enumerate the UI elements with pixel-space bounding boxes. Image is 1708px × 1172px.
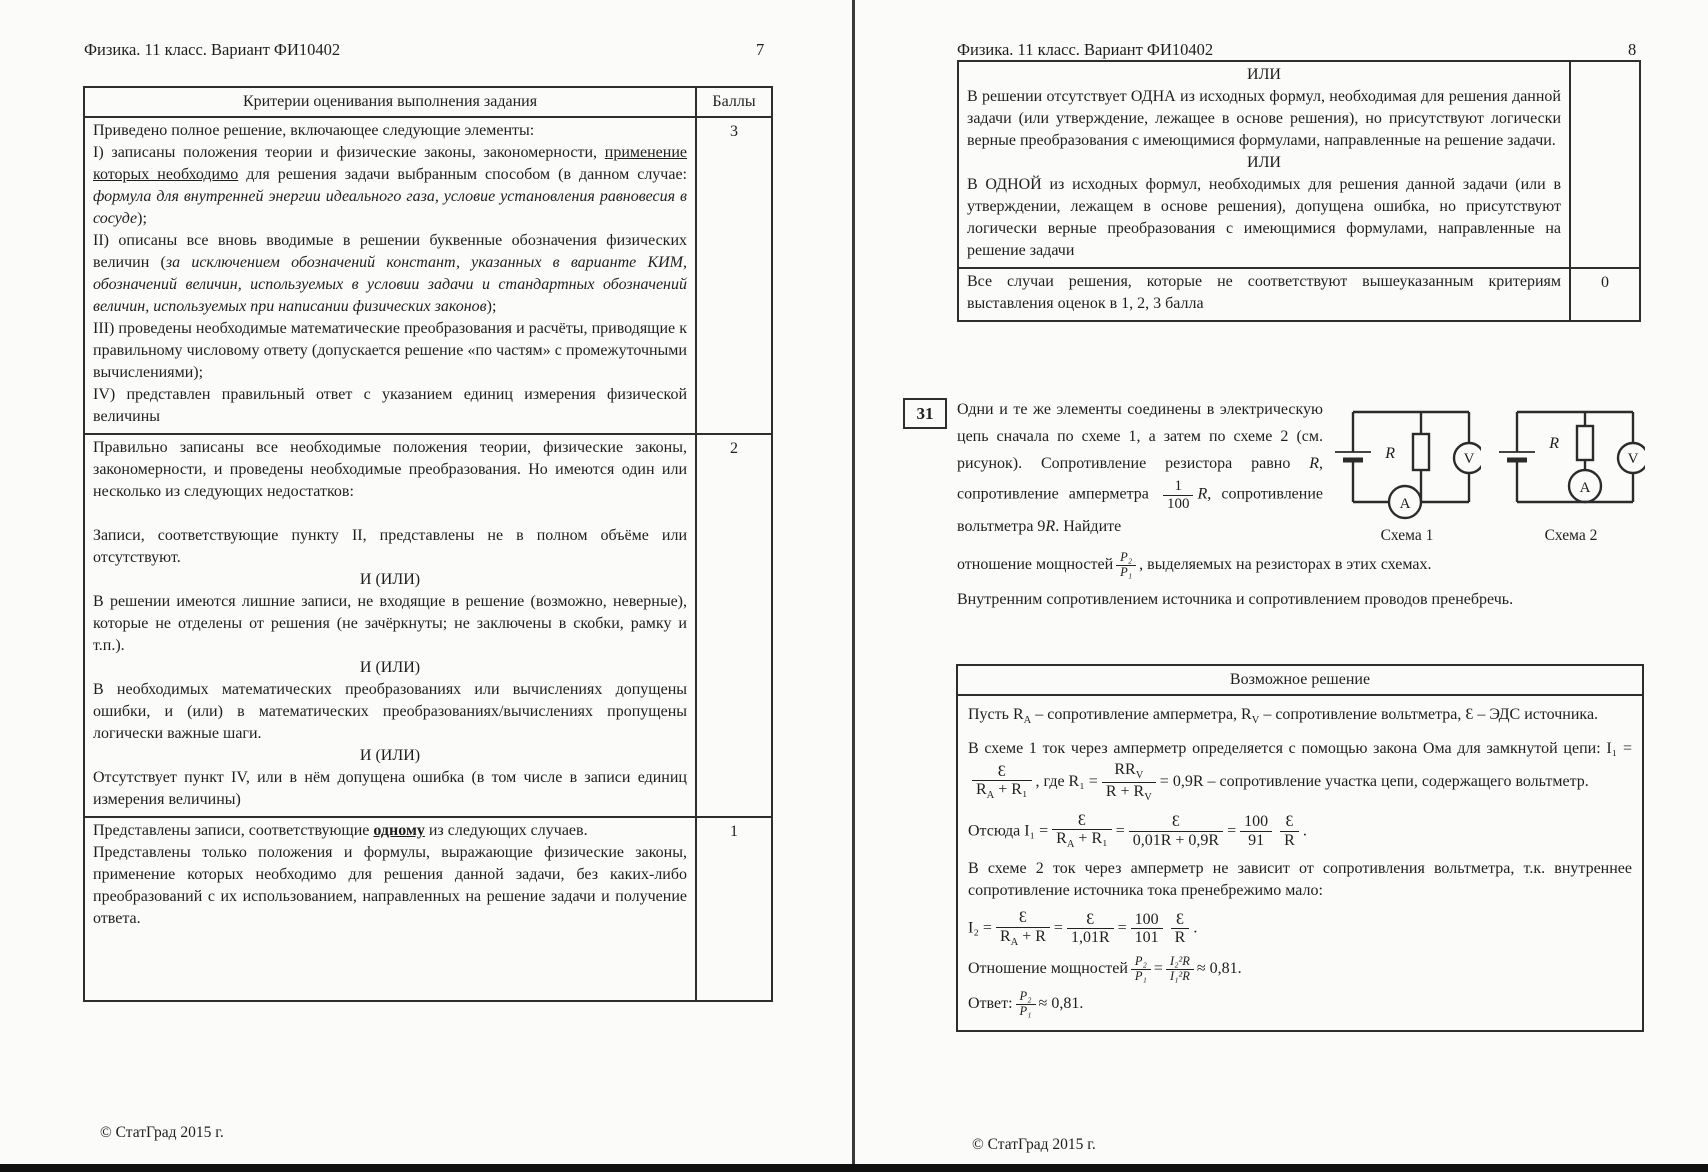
solution-paragraph: Отношение мощностей $\frac{\text{P₂}}{\text{P₁}}$ = $\frac{\text{I₂²R}}{\text{I₁²R}}$ ≈ 0,81. — [968, 954, 1242, 984]
criteria-row-2pts — [84, 434, 772, 817]
criteria-paragraph: В решении отсутствует ОДНА из исходных формул, необходимая для решения данной задачи (или утверждение, лежащее в основе решения), но присутствуют логически верные преобразования с имеющимися формулами, направленные на решение задачи. — [967, 88, 1561, 149]
battery-icon — [1499, 452, 1535, 460]
criteria-row-0pts — [958, 268, 1640, 321]
criteria-cell — [84, 817, 696, 1001]
circuit-schema-2-drawing — [1497, 396, 1645, 520]
and-or-label: И (ИЛИ) — [359, 571, 421, 588]
formula-fraction: $\frac{Ɛ}{R}$ — [1280, 813, 1299, 849]
score-cell: 1 — [696, 817, 772, 1001]
bottom-edge-bar — [0, 1164, 1708, 1172]
problem-text: отношение мощностей $\frac{\text{P₂}}{\text{P₁}}$ , выделяемых на резисторах в этих схемах. — [957, 550, 1432, 579]
formula-i1-fraction: $\frac{Ɛ}{R_A + R_1}$ — [972, 763, 1032, 802]
solution-header-row — [957, 665, 1643, 695]
criteria-paragraph: В ОДНОЙ из исходных формул, необходимых для решения данной задачи (или в утверждении, лежащем в основе решения), допущена ошибка, но присутствуют логически верные преобразования с имеющимися формулами, направленные на решение задачи — [967, 176, 1561, 259]
criteria-paragraph: Все случаи решения, которые не соответствуют вышеуказанным критериям выставления оценок в 1, 2, 3 балла — [967, 273, 1561, 312]
formula-fraction: $\frac{100}{91}$ — [1240, 813, 1272, 849]
score-cell: 0 — [1570, 268, 1640, 321]
ammeter-label: A — [1399, 496, 1411, 512]
score-cell-empty — [1570, 61, 1640, 268]
criteria-row-3pts — [84, 117, 772, 434]
formula-r1-fraction: $RR_V$ $R + R_V$ — [1102, 761, 1156, 803]
criteria-paragraph: III) проведены необходимые математические преобразования и расчёты, приводящие к правильному числовому ответу (допускается решение «по частям» с промежуточными вычислениями); — [93, 320, 687, 381]
page7-number: 7 — [756, 40, 765, 59]
power-ratio-fraction: $\frac{\text{P₂}}{\text{P₁}}$ — [1116, 551, 1136, 580]
problem-text: Одни и те же элементы соединены в электрическую цепь сначала по схеме 1, а затем по схеме 2 (см. рисунок). Сопротивление резистора равно R, сопротивление амперметра $\frac{1}{100}$ R, сопротивление вольтметра 9R. Найдите — [957, 401, 1324, 535]
solution-table — [956, 664, 1644, 1032]
criteria-header-cell: Критерии оценивания выполнения задания — [84, 87, 696, 117]
solution-body-row — [957, 695, 1643, 1031]
criteria-cell — [958, 61, 1570, 268]
formula-fraction: $\frac{Ɛ}{R_A + R_1}$ — [1052, 812, 1112, 851]
circuit-figure-2 — [1497, 396, 1645, 545]
page7-title: Физика. 11 класс. Вариант ФИ10402 — [84, 40, 341, 59]
formula-fraction: $\frac{\text{I₂²R}}{\text{I₁²R}}$ — [1166, 955, 1194, 984]
formula-i2-fraction: $\frac{Ɛ}{R_A + R}$ — [996, 909, 1050, 948]
ammeter-resistance-fraction: $\frac{1}{100}$ — [1163, 478, 1194, 512]
solution-paragraph: Пусть $R_A$ – сопротивление амперметра, $R_V$ – сопротивление вольтметра, Ɛ – ЭДС источника. — [968, 706, 1599, 727]
battery-icon — [1335, 452, 1371, 460]
criteria-cell — [84, 117, 696, 434]
criteria-paragraph: IV) представлен правильный ответ с указанием единиц измерения физической величины — [93, 386, 687, 425]
resistor-icon — [1413, 434, 1429, 470]
resistor-icon — [1577, 426, 1593, 460]
power-ratio-fraction: $\frac{\text{P₂}}{\text{P₁}}$ — [1131, 955, 1151, 984]
circuit-schema-1-drawing — [1333, 396, 1481, 520]
criteria-paragraph: Представлены записи, соответствующие одному из следующих случаев. — [93, 822, 588, 839]
criteria-paragraph: II) описаны все вновь вводимые в решении буквенные обозначения физических величин (за исключением обозначений констант, указанных в варианте КИМ, обозначений величин, используемых в условии задачи и стандартных обозначений величин, используемых при написании физических законов); — [93, 232, 687, 315]
voltmeter-label: V — [1627, 451, 1639, 467]
figure-caption-2: Схема 2 — [1544, 527, 1598, 544]
voltmeter-label: V — [1463, 451, 1475, 467]
circuit-figures — [1333, 396, 1645, 545]
solution-paragraph: I₂ = $\frac{Ɛ}{R_A + R}$ = $\frac{Ɛ}{1,01R}$ = $\frac{100}{101}$ $\frac{Ɛ}{R}$ . — [968, 908, 1198, 948]
criteria-cell — [84, 434, 696, 817]
circuit-figure-1 — [1333, 396, 1481, 545]
criteria-paragraph: Отсутствует пункт IV, или в нём допущена ошибка (в том числе в записи единиц измерения величины) — [93, 769, 687, 808]
criteria-paragraph: Приведено полное решение, включающее следующие элементы: — [93, 122, 535, 139]
criteria-cell — [958, 268, 1570, 321]
criteria-paragraph: Записи, соответствующие пункту II, представлены не в полном объёме или отсутствуют. — [93, 527, 687, 566]
page8-title: Физика. 11 класс. Вариант ФИ10402 — [957, 40, 1214, 59]
problem-statement — [957, 396, 1323, 545]
and-or-label: И (ИЛИ) — [359, 747, 421, 764]
solution-title: Возможное решение — [957, 665, 1643, 695]
page8-number: 8 — [1628, 40, 1637, 59]
page7-footer: © СтатГрад 2015 г. — [100, 1124, 224, 1141]
criteria-paragraph: I) записаны положения теории и физические законы, закономерности, применение которых необходимо для решения задачи выбранным способом (в данном случае: формула для внутренней энергии идеального газа, условие установления равновесия в сосуде); — [93, 144, 687, 227]
solution-paragraph: Отсюда I₁ = $\frac{Ɛ}{R_A + R_1}$ = $\frac{Ɛ}{0,01R + 0,9R}$ = $\frac{100}{91}$ $\frac{Ɛ}{R}$ . — [968, 811, 1307, 851]
score-cell: 3 — [696, 117, 772, 434]
solution-paragraph: В схеме 1 ток через амперметр определяется с помощью закона Ома для замкнутой цепи: I₁ = $\frac{Ɛ}{R_A + R_1}$ , где R₁ = $RR_V$ $R + R_V$ = 0,9R – сопротивление участка цепи, содержащего вольтметр. — [968, 740, 1632, 804]
criteria-paragraph: Правильно записаны все необходимые положения теории, физические законы, закономерности, и проведены необходимые преобразования. Но имеются один или несколько из следующих недостатков: — [93, 439, 687, 500]
page8-footer: © СтатГрад 2015 г. — [972, 1136, 1096, 1153]
problem-number: 31 — [916, 404, 934, 423]
blank-line — [93, 503, 687, 525]
criteria-row-continuation — [958, 61, 1640, 268]
ammeter-label: A — [1579, 480, 1591, 496]
resistor-label: R — [1385, 445, 1395, 462]
or-label: ИЛИ — [1247, 154, 1281, 171]
or-label: ИЛИ — [1247, 66, 1281, 83]
criteria-header-row — [84, 87, 772, 117]
score-cell: 2 — [696, 434, 772, 817]
score-header-cell: Баллы — [696, 87, 772, 117]
criteria-table — [83, 86, 773, 1002]
power-ratio-fraction: $\frac{\text{P₂}}{\text{P₁}}$ — [1016, 990, 1036, 1019]
problem-text: Внутренним сопротивлением источника и сопротивлением проводов пренебречь. — [957, 590, 1514, 608]
formula-fraction: $\frac{Ɛ}{R}$ — [1171, 911, 1190, 947]
problem-number-box — [903, 398, 947, 429]
criteria-paragraph: Представлены только положения и формулы, выражающие физические законы, применение которых необходимо для решения данной задачи, без каких-либо преобразований с их использованием, направленных на решение задачи и получение ответа. — [93, 844, 687, 927]
criteria-paragraph: В решении имеются лишние записи, не входящие в решение (возможно, неверные), которые не отделены от решения (не зачёркнуты; не заключены в скобки, рамку и т.п.). — [93, 593, 687, 654]
problem-31 — [957, 396, 1645, 613]
solution-cell — [957, 695, 1643, 1031]
resistor-label: R — [1549, 435, 1559, 452]
criteria-row-1pt — [84, 817, 772, 1001]
formula-fraction: $\frac{Ɛ}{0,01R + 0,9R}$ — [1129, 813, 1223, 849]
solution-paragraph: В схеме 2 ток через амперметр не зависит от сопротивления вольтметра, т.к. внутреннее сопротивление источника тока пренебрежимо мало: — [968, 859, 1632, 899]
page-divider — [852, 0, 855, 1172]
answer-line: Ответ: $\frac{\text{P₂}}{\text{P₁}}$ ≈ 0,81. — [968, 988, 1084, 1018]
and-or-label: И (ИЛИ) — [359, 659, 421, 676]
formula-fraction: $\frac{Ɛ}{1,01R}$ — [1067, 911, 1114, 947]
figure-caption-1: Схема 1 — [1380, 527, 1434, 544]
criteria-table-continued — [957, 60, 1641, 322]
criteria-paragraph: В необходимых математических преобразованиях или вычислениях допущены ошибки, и (или) в математических преобразованиях/вычислениях пропущены логически важные шаги. — [93, 681, 687, 742]
problem-statement-wide — [957, 551, 1645, 613]
formula-fraction: $\frac{100}{101}$ — [1131, 911, 1163, 947]
